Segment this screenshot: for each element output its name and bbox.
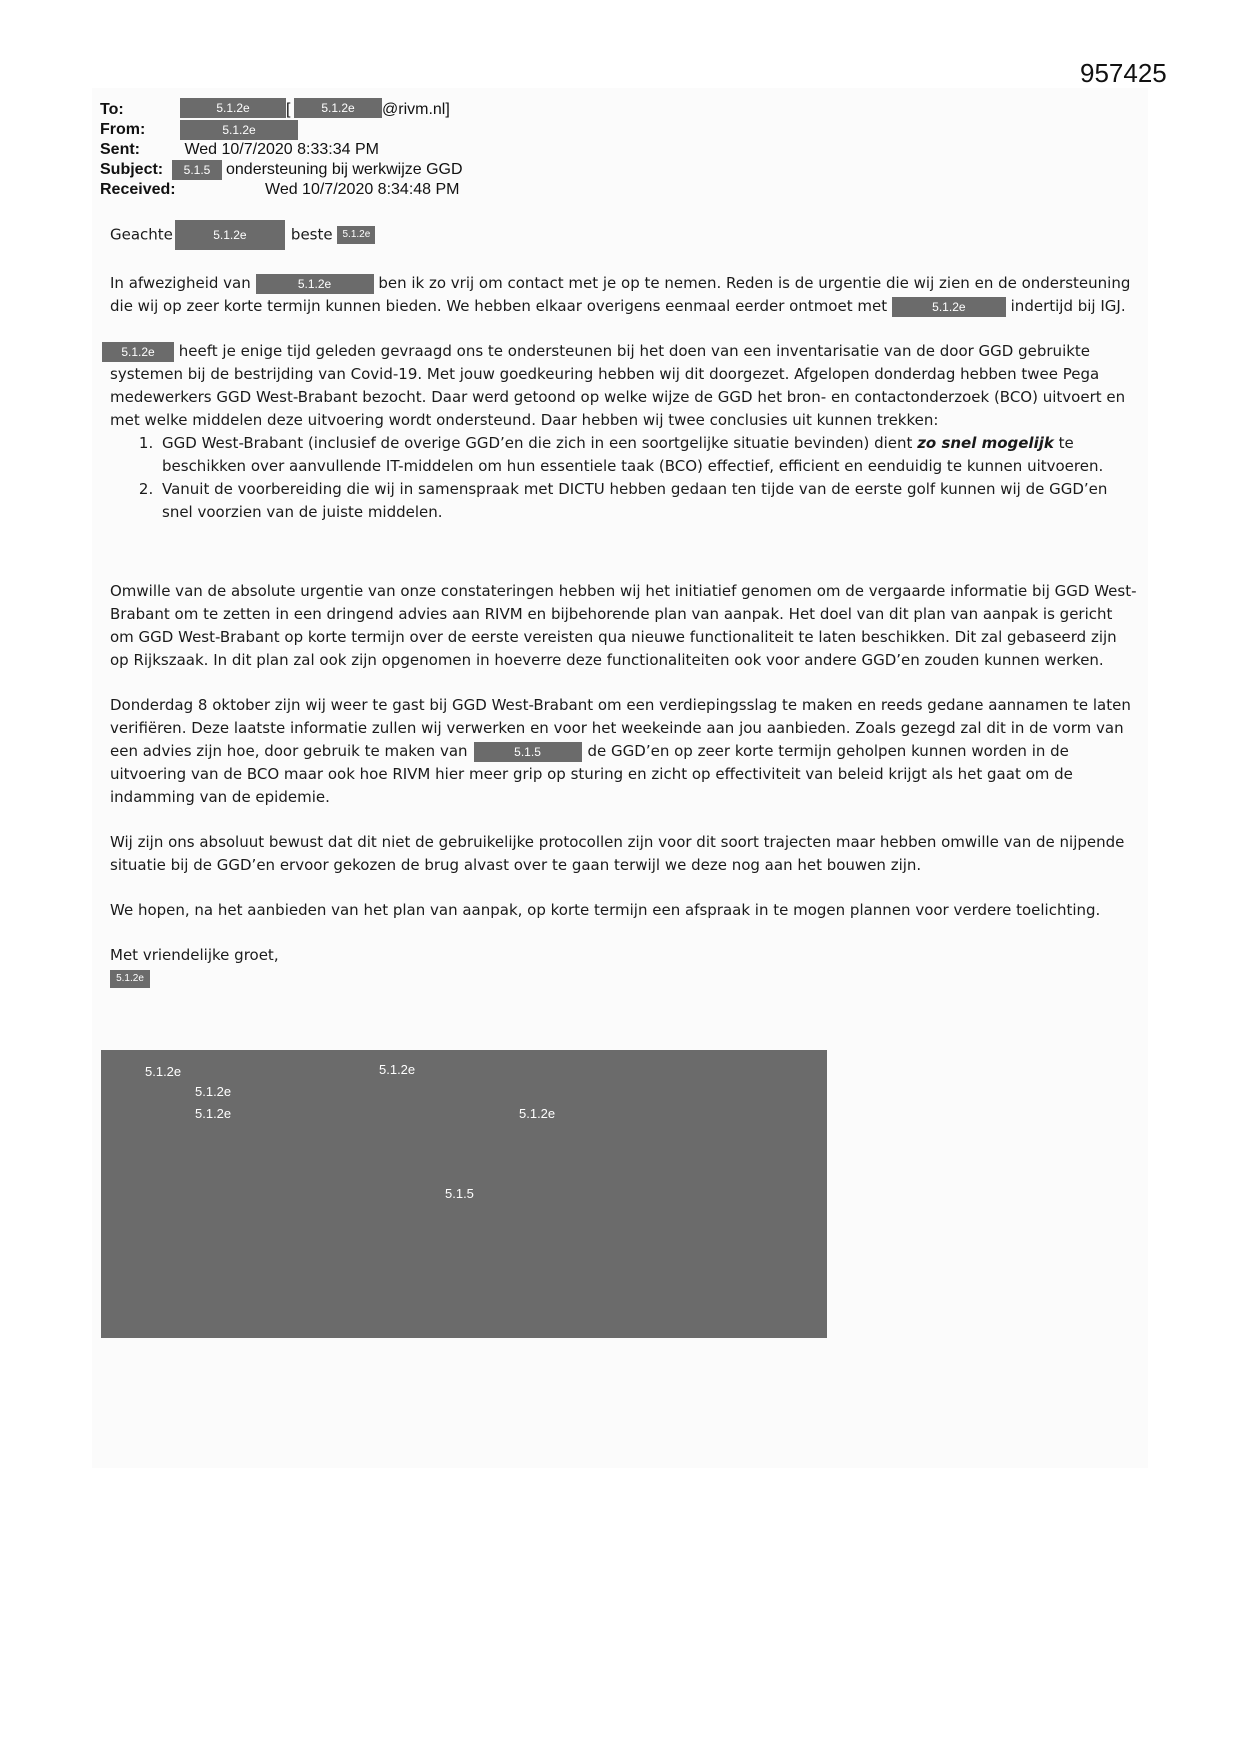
redaction-box: 5.1.2e — [180, 120, 298, 140]
list-1-emphasis: zo snel mogelijk — [917, 434, 1054, 452]
p1-text-a: In afwezigheid van — [110, 274, 251, 292]
from-label: From: — [100, 121, 146, 138]
redaction-box: 5.1.2e — [892, 297, 1006, 317]
sent-row — [100, 140, 379, 160]
redaction-label: 5.1.5 — [445, 1186, 474, 1201]
redaction-box: 5.1.2e — [175, 220, 285, 250]
redaction-label: 5.1.2e — [145, 1064, 182, 1079]
redaction-label: 5.1.2e — [195, 1106, 232, 1121]
redaction-box: 5.1.2e — [180, 98, 286, 118]
list-1-text-a: GGD West-Brabant (inclusief de overige GGD’en die zich in een soortgelijke situatie bevinden) dient — [162, 434, 913, 452]
redaction-box: 5.1.2e — [294, 98, 382, 118]
list-1-text-b: te beschikken over aanvullende IT-middelen om hun essentiele taak (BCO) effectief, efficient en eenduidig te kunnen uitvoeren. — [162, 434, 1104, 475]
list-item — [158, 478, 1140, 524]
redaction-box: 5.1.2e — [337, 226, 375, 244]
p1-text-c: indertijd bij IGJ. — [1010, 297, 1126, 315]
sent-value: Wed 10/7/2020 8:33:34 PM — [184, 141, 379, 158]
greeting-mid: beste — [290, 225, 333, 244]
redaction-box: 5.1.5 — [172, 160, 222, 180]
p4-text-b: de GGD’en op zeer korte termijn geholpen kunnen worden in de uitvoering van de BCO maar ook hoe RIVM hier meer grip op sturing en zicht op effectiviteit van beleid krijgt als het gaat om de indamming van de epidemie. — [110, 742, 1073, 806]
paragraph-4 — [110, 694, 1140, 809]
closing: Met vriendelijke groet, — [110, 946, 279, 964]
received-row — [100, 180, 460, 200]
received-value: Wed 10/7/2020 8:34:48 PM — [265, 181, 460, 198]
redaction-label: 5.1.2e — [519, 1106, 556, 1121]
list-item — [158, 432, 1140, 478]
to-row — [100, 100, 450, 120]
paragraph-5: Wij zijn ons absoluut bewust dat dit niet de gebruikelijke protocollen zijn voor dit soort trajecten maar hebben omwille van de nijpende situatie bij de GGD’en ervoor gekozen de brug alvast over te gaan terwijl we deze nog aan het bouwen zijn. — [110, 833, 1125, 874]
p2-text: heeft je enige tijd geleden gevraagd ons te ondersteunen bij het doen van een inventarisatie van de door GGD gebruikte systemen bij de bestrijding van Covid-19. Met jouw goedkeuring hebben wij dit doorgezet. Afgelopen donderdag hebben twee Pega medewerkers GGD West-Brabant bezocht. Daar werd getoond op welke wijze de GGD het bron- en contactonderzoek (BCO) uitvoert en met welke middelen deze uitvoering wordt ondersteund. Daar hebben wij twee conclusies uit kunnen trekken: — [110, 342, 1126, 429]
p1-text-b: ben ik zo vrij om contact met je op te nemen. Reden is de urgentie die wij zien en de ondersteuning die wij op zeer korte termijn kunnen bieden. We hebben elkaar overigens eenmaal eerder ontmoet met — [110, 274, 1131, 315]
greeting-prefix: Geachte — [110, 225, 173, 244]
subject-row — [100, 160, 463, 180]
redacted-signature-block — [101, 1050, 827, 1338]
redaction-label: 5.1.2e — [195, 1084, 232, 1099]
paragraph-3: Omwille van de absolute urgentie van onze constateringen hebben wij het initiatief genomen om de vergaarde informatie bij GGD West-Brabant om te zetten in een dringend advies aan RIVM en bijbehorende plan van aanpak. Het doel van dit plan van aanpak is gericht om GGD West-Brabant op korte termijn over de eerste vereisten qua nieuwe functionaliteit te laten beschikken. Dit zal gebaseerd zijn op Rijkszaak. In dit plan zal ook zijn opgenomen in hoeverre deze functionaliteiten ook voor andere GGD’en zouden kunnen werken. — [110, 582, 1137, 669]
conclusions-list — [110, 432, 1140, 524]
greeting — [110, 220, 1140, 250]
paragraph-6: We hopen, na het aanbieden van het plan van aanpak, op korte termijn een afspraak in te mogen plannen voor verdere toelichting. — [110, 901, 1101, 919]
p4-text-a: Donderdag 8 oktober zijn wij weer te gast bij GGD West-Brabant om een verdiepingsslag te maken en reeds gedane aannamen te laten verifiëren. Deze laatste informatie zullen wij verwerken en voor het weekeinde aan jou aanbieden. Zoals gezegd zal dit in de vorm van een advies zijn hoe, door gebruik te maken van — [110, 696, 1131, 760]
document-number: 957425 — [1080, 58, 1167, 88]
email-body — [110, 220, 1140, 990]
from-row — [100, 120, 379, 140]
email-header — [100, 100, 463, 200]
list-2-text: Vanuit de voorbereiding die wij in samenspraak met DICTU hebben gedaan ten tijde van de eerste golf kunnen wij de GGD’en snel voorzien van de juiste middelen. — [162, 480, 1108, 521]
redaction-box: 5.1.2e — [102, 342, 174, 362]
paragraph-1 — [110, 272, 1140, 318]
subject-label: Subject: — [100, 161, 164, 178]
received-label: Received: — [100, 181, 176, 198]
redaction-box: 5.1.2e — [256, 274, 374, 294]
redaction-label: 5.1.2e — [379, 1062, 416, 1077]
redaction-box: 5.1.2e — [110, 970, 150, 988]
to-label: To: — [100, 101, 124, 118]
subject-value: ondersteuning bij werkwijze GGD — [226, 161, 463, 178]
redaction-box: 5.1.5 — [474, 742, 582, 762]
bracket-open: [ — [286, 101, 291, 118]
to-email-suffix: @rivm.nl] — [382, 101, 450, 118]
paragraph-2 — [110, 340, 1140, 432]
sent-label: Sent: — [100, 141, 140, 158]
